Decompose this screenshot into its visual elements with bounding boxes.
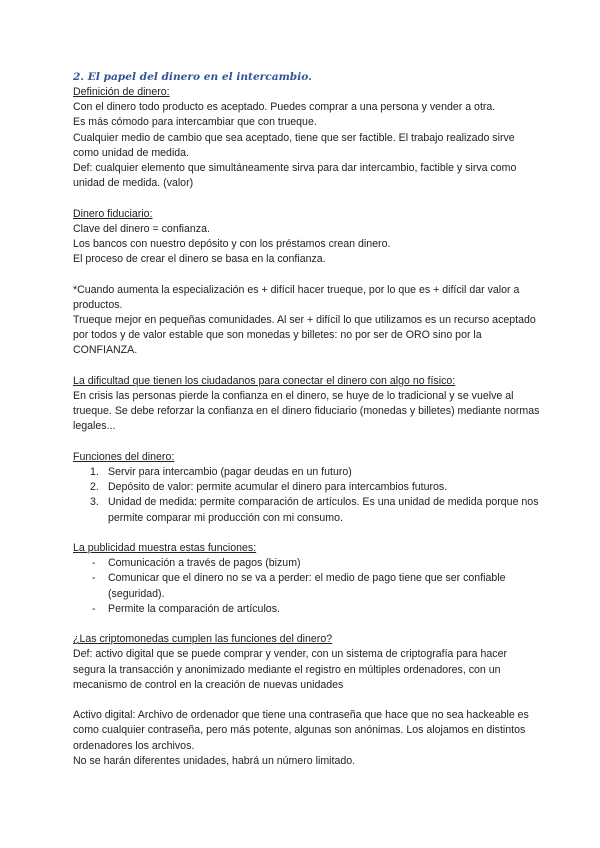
paragraph-line: En crisis las personas pierde la confianza en el dinero, se huye de lo tradicional y se vuelve al trueque. Se debe reforzar la confianza en el dinero fiduciario (monedas y billetes) mediante normas legales... bbox=[73, 390, 540, 433]
list-item bbox=[73, 480, 540, 495]
spacer bbox=[73, 693, 540, 708]
heading-publicidad: La publicidad muestra estas funciones: bbox=[73, 542, 257, 555]
heading-definicion: Definición de dinero: bbox=[73, 86, 170, 98]
section-title: 2. El papel del dinero en el intercambio. bbox=[73, 71, 312, 83]
spacer bbox=[73, 359, 540, 374]
paragraph-line: Trueque mejor en pequeñas comunidades. Al ser + difícil lo que utilizamos es un recurso aceptado por todos y de valor estable que son monedas y billetes: no por ser de ORO sino por la CONFIANZA. bbox=[73, 314, 536, 357]
heading-fiduciario: Dinero fiduciario: bbox=[73, 207, 153, 220]
list-item bbox=[73, 571, 540, 601]
paragraph-line: Cualquier medio de cambio que sea aceptado, tiene que ser factible. El trabajo realizado sirve como unidad de medida. bbox=[73, 131, 515, 159]
list-marker: - bbox=[92, 572, 96, 585]
paragraph-line: No se harán diferentes unidades, habrá un número limitado. bbox=[73, 754, 356, 767]
list-item-text: Depósito de valor: permite acumular el dinero para intercambios futuros. bbox=[108, 481, 448, 494]
funciones-list bbox=[73, 465, 540, 526]
spacer bbox=[73, 526, 540, 541]
list-marker: - bbox=[92, 602, 96, 615]
list-item-text: Comunicar que el dinero no se va a perder: el medio de pago tiene que ser confiable (seguridad). bbox=[108, 572, 506, 600]
list-item-text: Comunicación a través de pagos (bizum) bbox=[108, 557, 301, 570]
paragraph-line: Es más cómodo para intercambiar que con trueque. bbox=[73, 116, 317, 129]
spacer bbox=[73, 267, 540, 282]
list-item-text: Permite la comparación de artículos. bbox=[108, 602, 280, 615]
list-item bbox=[73, 556, 540, 571]
paragraph-line: El proceso de crear el dinero se basa en la confianza. bbox=[73, 253, 326, 266]
list-marker: 2. bbox=[90, 481, 99, 494]
paragraph-line: Con el dinero todo producto es aceptado. Puedes comprar a una persona y vender a otra. bbox=[73, 101, 496, 114]
paragraph-line: Def: activo digital que se puede comprar y vender, con un sistema de criptografía para hacer segura la transacción y anonimizado mediante el registro en múltiples ordenadores, con un mecanismo de control en la creación de nuevas unidades bbox=[73, 648, 507, 691]
spacer bbox=[73, 435, 540, 450]
heading-dificultad: La dificultad que tienen los ciudadanos para conectar el dinero con algo no físico: bbox=[73, 374, 456, 387]
list-item-text: Unidad de medida: permite comparación de artículos. Es una unidad de medida porque nos permite comparar mi producción con mi consumo. bbox=[108, 496, 539, 524]
list-item bbox=[73, 602, 540, 617]
list-marker: - bbox=[92, 557, 96, 570]
paragraph-line: Los bancos con nuestro depósito y con los préstamos crean dinero. bbox=[73, 238, 391, 251]
list-marker: 3. bbox=[90, 496, 99, 509]
paragraph-line: Def: cualquier elemento que simultáneamente sirva para dar intercambio, factible y sirva como unidad de medida. (valor) bbox=[73, 162, 517, 190]
heading-funciones: Funciones del dinero: bbox=[73, 450, 175, 463]
list-marker: 1. bbox=[90, 466, 99, 479]
paragraph-line: *Cuando aumenta la especialización es + difícil hacer trueque, por lo que es + difícil dar valor a productos. bbox=[73, 283, 520, 311]
list-item bbox=[73, 465, 540, 480]
publicidad-list bbox=[73, 556, 540, 617]
spacer bbox=[73, 191, 540, 206]
list-item bbox=[73, 495, 540, 525]
paragraph-line: Activo digital: Archivo de ordenador que tiene una contraseña que hace que no sea hackeable es como cualquier contraseña, pero más potente, algunas son anónimas. Los alojamos en distintos ordenadores los archivos. bbox=[73, 709, 529, 752]
paragraph-line: Clave del dinero = confianza. bbox=[73, 222, 210, 235]
spacer bbox=[73, 617, 540, 632]
heading-cripto: ¿Las criptomonedas cumplen las funciones del dinero? bbox=[73, 633, 333, 646]
list-item-text: Servir para intercambio (pagar deudas en un futuro) bbox=[108, 466, 352, 479]
